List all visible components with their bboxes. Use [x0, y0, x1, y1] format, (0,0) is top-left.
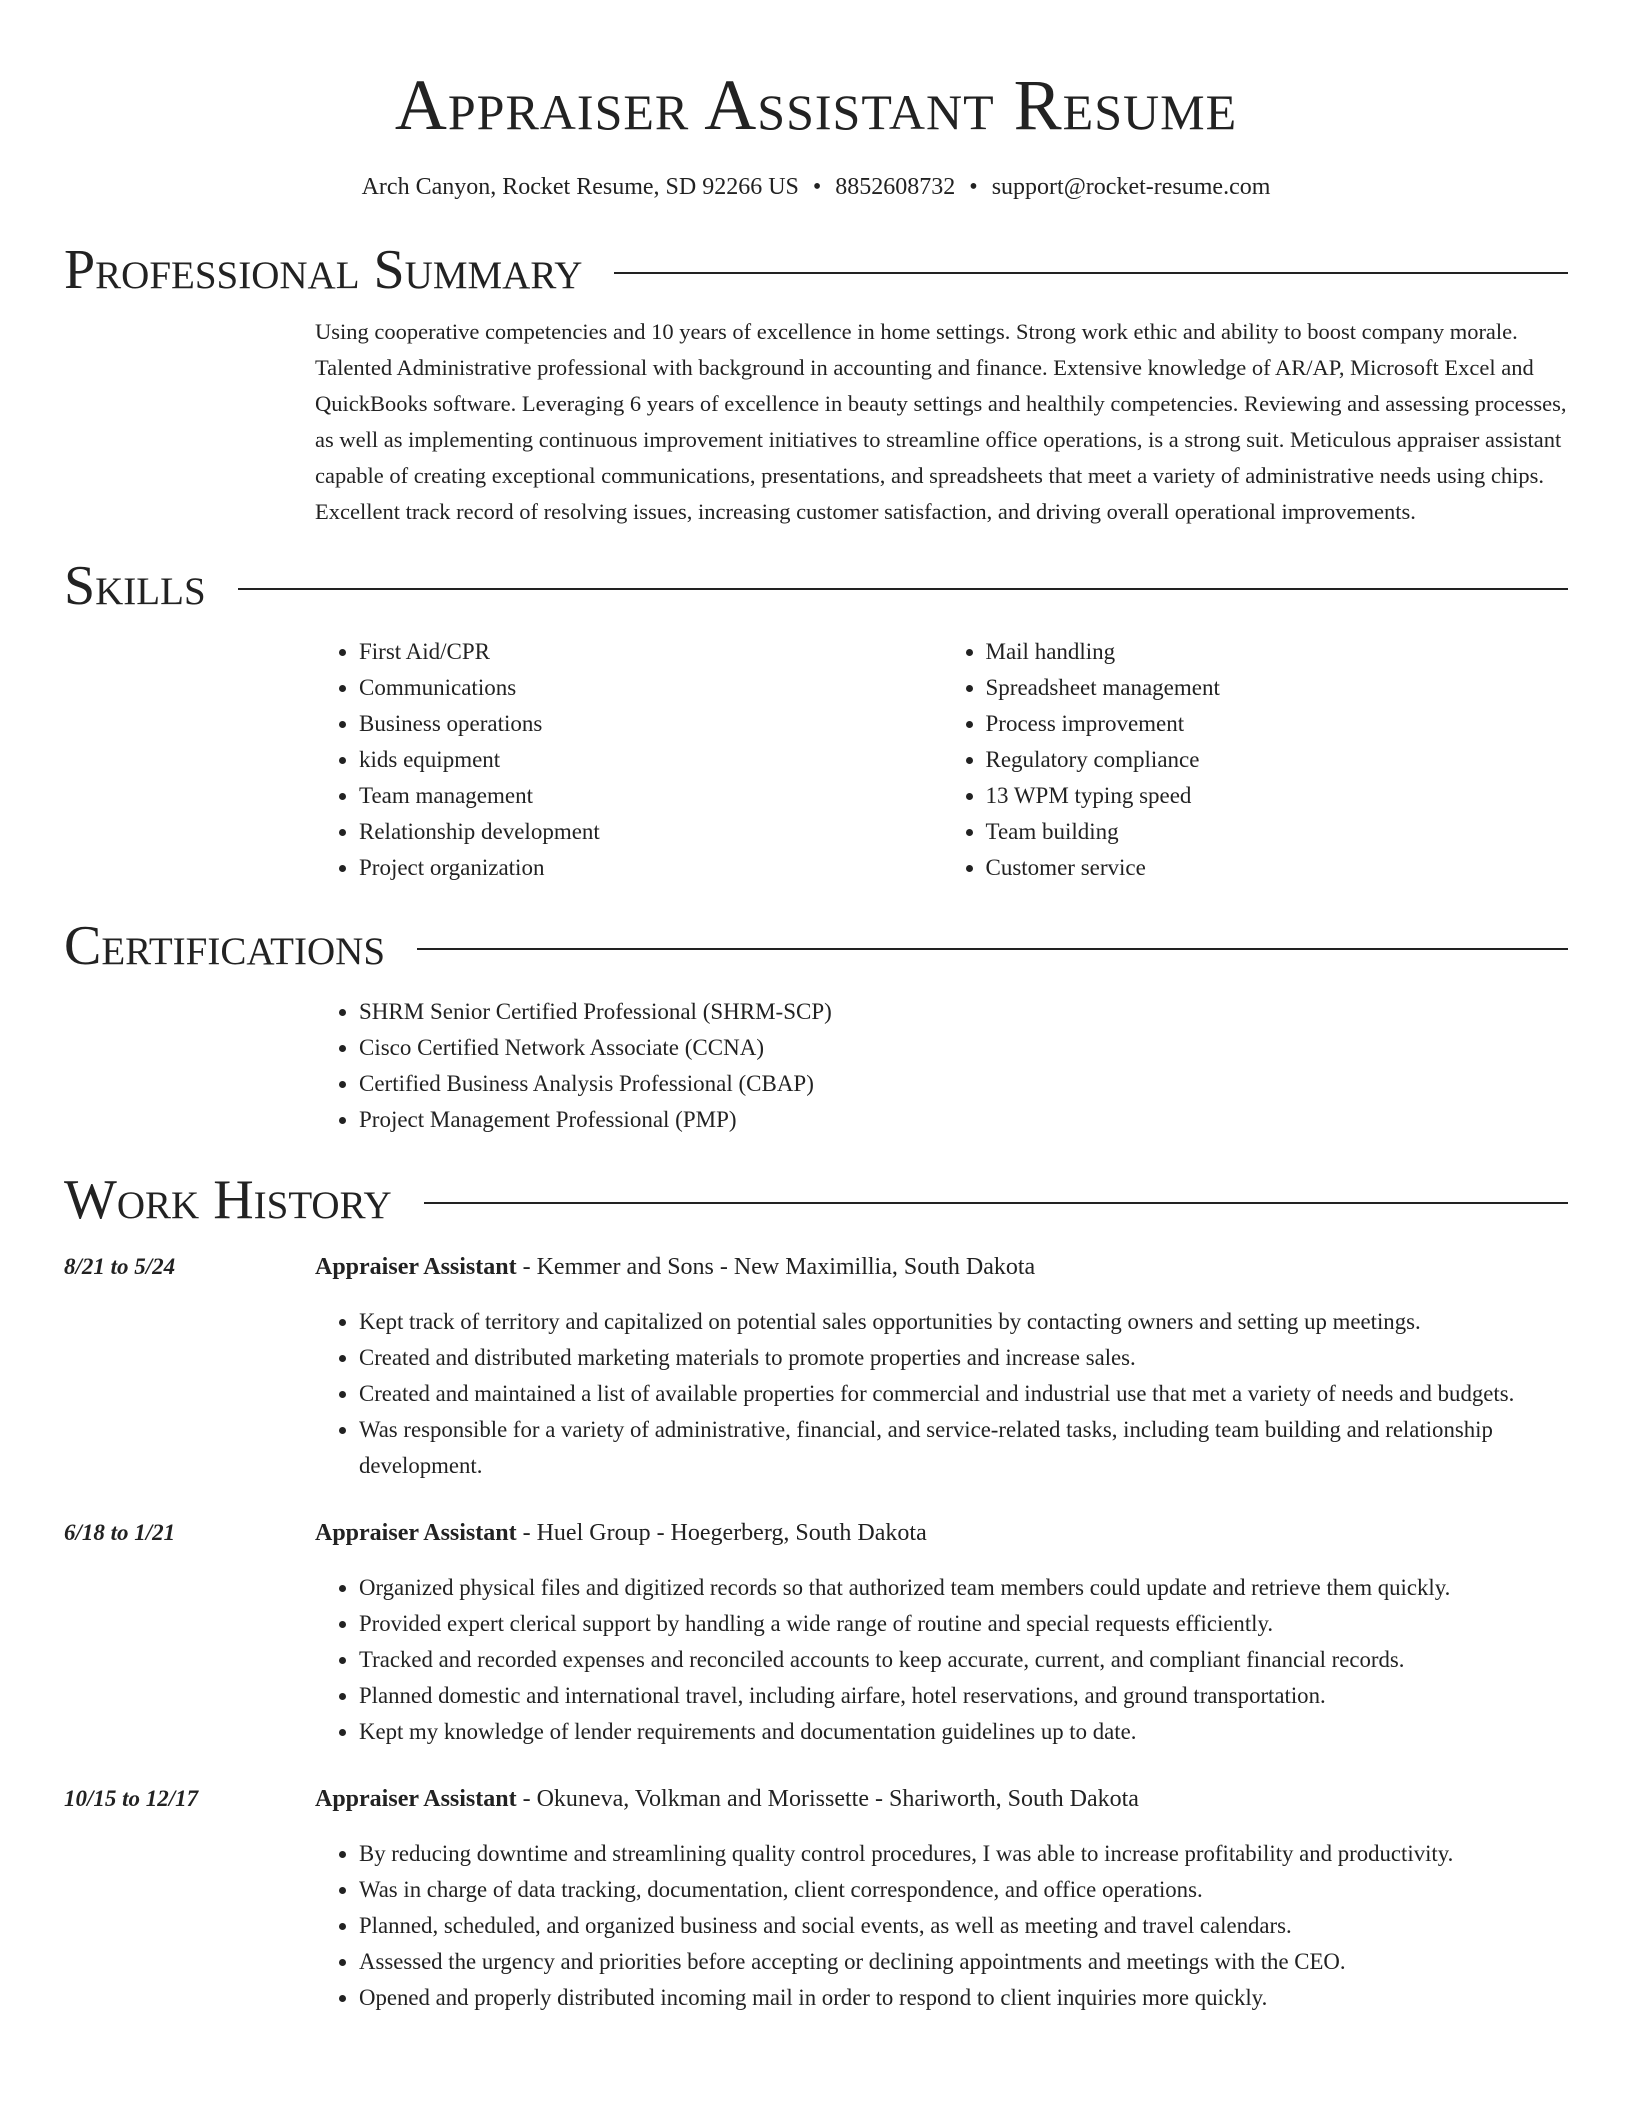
skill-item: • Project organization	[359, 850, 942, 886]
job-bullet-list	[315, 1570, 1568, 1750]
skills-body	[315, 634, 1568, 886]
skill-item: • Relationship development	[359, 814, 942, 850]
summary-body	[315, 314, 1568, 530]
job-bullet-list	[315, 1304, 1568, 1484]
section-divider	[417, 948, 1568, 950]
certification-item: • Cisco Certified Network Associate (CCNA)	[359, 1030, 1568, 1066]
skill-item: • Business operations	[359, 706, 942, 742]
job-dates: 10/15 to 12/17	[64, 1786, 199, 1811]
certification-item: • Project Management Professional (PMP)	[359, 1102, 1568, 1138]
skills-section	[64, 556, 1568, 886]
skill-item: • kids equipment	[359, 742, 942, 778]
resume-page	[64, 0, 1568, 2016]
job-bullet: • Kept my knowledge of lender requirements and documentation guidelines up to date.	[359, 1714, 1568, 1750]
job-bullet: • Opened and properly distributed incoming mail in order to respond to client inquiries more quickly.	[359, 1980, 1568, 2016]
job-entry	[64, 1252, 1568, 1484]
contact-address: Arch Canyon, Rocket Resume, SD 92266 US	[361, 174, 799, 200]
job-company-location: - Kemmer and Sons - New Maximillia, South Dakota	[516, 1254, 1036, 1280]
job-company-location: - Okuneva, Volkman and Morissette - Shariworth, South Dakota	[516, 1786, 1139, 1812]
job-bullet: • Was responsible for a variety of administrative, financial, and service-related tasks, including team building and relationship development.	[359, 1412, 1568, 1484]
job-role: Appraiser Assistant	[315, 1786, 517, 1812]
job-bullet: • Planned domestic and international travel, including airfare, hotel reservations, and ground transportation.	[359, 1678, 1568, 1714]
skill-item: • 13 WPM typing speed	[986, 778, 1569, 814]
certifications-body	[315, 994, 1568, 1138]
certifications-header	[64, 916, 1568, 976]
job-details	[315, 1518, 1568, 1750]
job-role: Appraiser Assistant	[315, 1254, 517, 1280]
job-bullet: • Assessed the urgency and priorities before accepting or declining appointments and meetings with the CEO.	[359, 1944, 1568, 1980]
section-divider	[238, 588, 1568, 590]
skill-item: • Regulatory compliance	[986, 742, 1569, 778]
skill-item: • Team management	[359, 778, 942, 814]
contact-line	[64, 172, 1568, 202]
work-jobs	[64, 1252, 1568, 2016]
skill-item: • First Aid/CPR	[359, 634, 942, 670]
job-bullet-list	[315, 1836, 1568, 2016]
certifications-heading: Certifications	[64, 915, 386, 977]
skill-item: • Process improvement	[986, 706, 1569, 742]
job-bullet: • Created and maintained a list of available properties for commercial and industrial use that met a variety of needs and budgets.	[359, 1376, 1568, 1412]
job-details	[315, 1784, 1568, 2016]
job-company-location: - Huel Group - Hoegerberg, South Dakota	[516, 1520, 927, 1546]
job-details	[315, 1252, 1568, 1484]
skill-item: • Spreadsheet management	[986, 670, 1569, 706]
job-bullet: • Planned, scheduled, and organized business and social events, as well as meeting and travel calendars.	[359, 1908, 1568, 1944]
job-bullet: • Kept track of territory and capitalized on potential sales opportunities by contacting owners and setting up meetings.	[359, 1304, 1568, 1340]
job-entry	[64, 1784, 1568, 2016]
job-bullet: • Created and distributed marketing materials to promote properties and increase sales.	[359, 1340, 1568, 1376]
job-heading	[315, 1784, 1568, 1814]
work-heading: Work History	[64, 1169, 392, 1231]
summary-text: Using cooperative competencies and 10 years of excellence in home settings. Strong work ethic and ability to boost company morale. Talented Administrative professional with background in accounting and finance. Extensive knowledge of AR/AP, Microsoft Excel and QuickBooks software. Leveraging 6 years of excellence in beauty settings and healthily competencies. Reviewing and assessing processes, as well as implementing continuous improvement initiatives to streamline office operations, is a strong suit. Meticulous appraiser assistant capable of creating exceptional communications, presentations, and spreadsheets that meet a variety of administrative needs using chips. Excellent track record of resolving issues, increasing customer satisfaction, and driving overall operational improvements.	[315, 319, 1567, 524]
skills-list-left	[315, 634, 942, 886]
job-entry	[64, 1518, 1568, 1750]
certifications-section	[64, 916, 1568, 1138]
summary-header	[64, 240, 1568, 300]
job-heading	[315, 1518, 1568, 1548]
certification-item: • Certified Business Analysis Professional (CBAP)	[359, 1066, 1568, 1102]
contact-separator: •	[812, 174, 822, 200]
work-header	[64, 1170, 1568, 1230]
job-dates: 6/18 to 1/21	[64, 1520, 176, 1545]
work-section	[64, 1170, 1568, 2016]
skill-item: • Customer service	[986, 850, 1569, 886]
summary-section	[64, 240, 1568, 530]
contact-email: support@rocket-resume.com	[991, 174, 1271, 200]
job-dates: 8/21 to 5/24	[64, 1254, 176, 1279]
contact-separator: •	[969, 174, 978, 200]
job-bullet: • By reducing downtime and streamlining quality control procedures, I was able to increase profitability and productivity.	[359, 1836, 1568, 1872]
skills-header	[64, 556, 1568, 616]
job-bullet: • Was in charge of data tracking, documentation, client correspondence, and office operations.	[359, 1872, 1568, 1908]
job-bullet: • Provided expert clerical support by handling a wide range of routine and special requests efficiently.	[359, 1606, 1568, 1642]
certifications-list	[315, 994, 1568, 1138]
skill-item: • Mail handling	[986, 634, 1569, 670]
job-heading	[315, 1252, 1568, 1282]
skill-item: • Team building	[986, 814, 1569, 850]
skills-list-right	[942, 634, 1569, 886]
skill-item: • Communications	[359, 670, 942, 706]
job-bullet: • Tracked and recorded expenses and reconciled accounts to keep accurate, current, and compliant financial records.	[359, 1642, 1568, 1678]
skills-heading: Skills	[64, 555, 206, 617]
resume-title: Appraiser Assistant Resume	[394, 65, 1238, 145]
certification-item: • SHRM Senior Certified Professional (SHRM-SCP)	[359, 994, 1568, 1030]
section-divider	[424, 1202, 1568, 1204]
section-divider	[614, 272, 1568, 274]
summary-heading: Professional Summary	[64, 239, 583, 301]
job-role: Appraiser Assistant	[315, 1520, 517, 1546]
contact-phone: 8852608732	[835, 174, 956, 200]
job-bullet: • Organized physical files and digitized records so that authorized team members could update and retrieve them quickly.	[359, 1570, 1568, 1606]
